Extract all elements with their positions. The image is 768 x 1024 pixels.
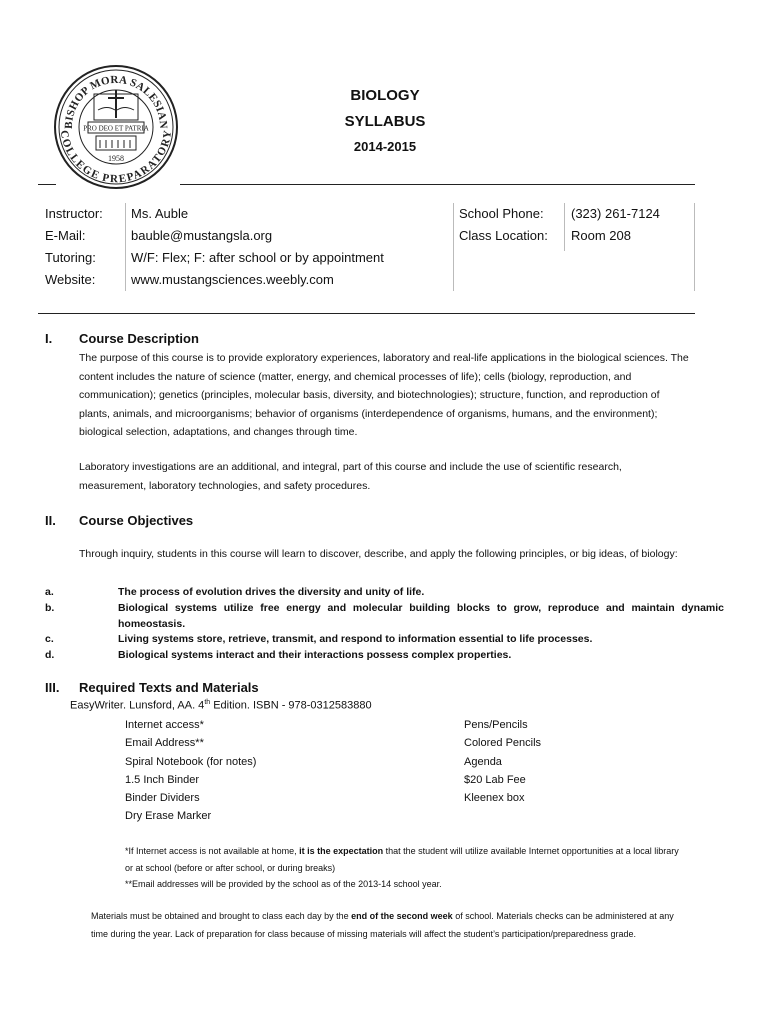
- table-divider: [564, 203, 565, 251]
- materials-list-right: [464, 716, 541, 807]
- class-location: Room 208: [571, 228, 631, 243]
- footnote-email: **Email addresses will be provided by the school as of the 2013-14 school year.: [125, 879, 442, 889]
- course-description-paragraph: The purpose of this course is to provide exploratory experiences, laboratory and real-life applications in the biological sciences. The content includes the nature of science (matter, energy, and chemical processes of life); cells (biology, reproduction, and communication); genetics (principles, molecular basis, diversity, and biotechnologies); structure, function, and reproduction of plants, animals, and microorganisms; behavior of organisms (interdependence of organisms, humans, and the environment); biological selection, adaptations, and changes through time.: [79, 352, 689, 438]
- section-number: III.: [45, 680, 60, 695]
- section-heading-course-objectives: [45, 513, 193, 528]
- divider: [38, 313, 695, 314]
- table-divider: [694, 203, 695, 291]
- website-label: Website:: [45, 272, 96, 287]
- seal-ring-top-text: BISHOP MORA SALESIAN: [62, 73, 170, 130]
- table-divider: [453, 203, 454, 291]
- school-year: 2014-2015: [353, 139, 417, 154]
- objectives-intro: Through inquiry, students in this course will learn to discover, describe, and apply the following principles, or big ideas, of biology:: [79, 548, 678, 560]
- list-item: Email Address**: [125, 737, 204, 750]
- info-values: [131, 203, 384, 291]
- info-right-labels: [459, 203, 548, 247]
- note-text: of school. Materials checks can be administered at any time during the year. Lack of preparation for class because of missing materials will affect the student’s participation/preparedness grade.: [91, 911, 674, 939]
- seal-motto: PRO DEO ET PATRIA: [83, 124, 149, 133]
- list-item: Internet access*: [125, 719, 204, 731]
- footnote-text: that the student will utilize available Internet opportunities at a local library or at school (before or after school, or during breaks): [125, 846, 679, 873]
- section-heading-course-description: [45, 331, 199, 346]
- section-number: II.: [45, 513, 56, 528]
- tutoring-label: Tutoring:: [45, 250, 96, 265]
- materials-deadline-note: [91, 908, 691, 943]
- objective-text: Living systems store, retrieve, transmit, and respond to information essential to life processes.: [118, 633, 593, 645]
- footnote-emphasis: it is the expectation: [299, 846, 384, 856]
- textbook-edition-suffix: th: [204, 699, 211, 706]
- objective-letter: b.: [45, 602, 55, 614]
- objective-letter: c.: [45, 633, 54, 645]
- list-item: $20 Lab Fee: [464, 773, 526, 786]
- list-item: Kleenex box: [464, 792, 525, 805]
- email-label: E-Mail:: [45, 228, 86, 243]
- materials-footnotes: [125, 843, 685, 893]
- section-title: Course Description: [79, 331, 199, 346]
- lab-investigations-paragraph: Laboratory investigations are an additional, and integral, part of this course and include the use of scientific research, measurement, laboratory technologies, and safety procedures.: [79, 461, 622, 492]
- seal-year: 1958: [108, 154, 124, 163]
- list-item: Spiral Notebook (for notes): [125, 755, 257, 768]
- info-labels: [45, 203, 103, 291]
- footnote-text: *If Internet access is not available at home,: [125, 846, 300, 856]
- section-title: Required Texts and Materials: [79, 680, 259, 695]
- objective-text: The process of evolution drives the diversity and unity of life.: [118, 586, 425, 598]
- list-item: Binder Dividers: [125, 792, 200, 805]
- phone-label: School Phone:: [459, 206, 544, 221]
- note-emphasis: end of the second week: [351, 911, 453, 921]
- location-label: Class Location:: [459, 228, 548, 243]
- section-title: Course Objectives: [79, 513, 194, 528]
- list-item: Pens/Pencils: [464, 719, 528, 731]
- page-title: BIOLOGY: [350, 87, 420, 104]
- school-seal-logo: [54, 60, 178, 194]
- table-divider: [125, 203, 126, 291]
- objective-text: Biological systems utilize free energy and molecular building blocks to grow, reproduce and maintain dynamic homeostasis.: [118, 602, 724, 630]
- note-text: Materials must be obtained and brought to class each day by the: [91, 911, 352, 921]
- textbook-citation: EasyWriter. Lunsford, AA. 4: [70, 699, 205, 712]
- tutoring-hours: W/F: Flex; F: after school or by appointment: [131, 250, 384, 265]
- objective-letter: d.: [45, 649, 55, 661]
- required-textbook: [70, 699, 372, 712]
- school-phone: (323) 261-7124: [571, 206, 660, 221]
- list-item: Agenda: [464, 755, 502, 768]
- list-item: Colored Pencils: [464, 737, 542, 750]
- divider: [180, 184, 695, 185]
- section-number: I.: [45, 331, 53, 346]
- textbook-isbn: Edition. ISBN - 978-0312583880: [210, 699, 372, 712]
- website-url: www.mustangsciences.weebly.com: [131, 272, 334, 287]
- list-item: 1.5 Inch Binder: [125, 773, 199, 786]
- instructor-name: Ms. Auble: [131, 206, 189, 221]
- instructor-label: Instructor:: [45, 206, 103, 221]
- page-subtitle: SYLLABUS: [344, 113, 426, 130]
- info-right-values: [571, 203, 660, 247]
- footnote-internet: [125, 843, 685, 876]
- email-address: bauble@mustangsla.org: [131, 228, 273, 243]
- objective-letter: a.: [45, 586, 54, 598]
- materials-list-left: [125, 716, 256, 826]
- objective-text: Biological systems interact and their interactions possess complex properties.: [118, 649, 512, 661]
- divider: [38, 184, 56, 185]
- seal-ring-bottom-text: COLLEGE PREPARATORY: [57, 129, 175, 186]
- section-heading-required-materials: [45, 680, 259, 695]
- list-item: Dry Erase Marker: [125, 810, 212, 823]
